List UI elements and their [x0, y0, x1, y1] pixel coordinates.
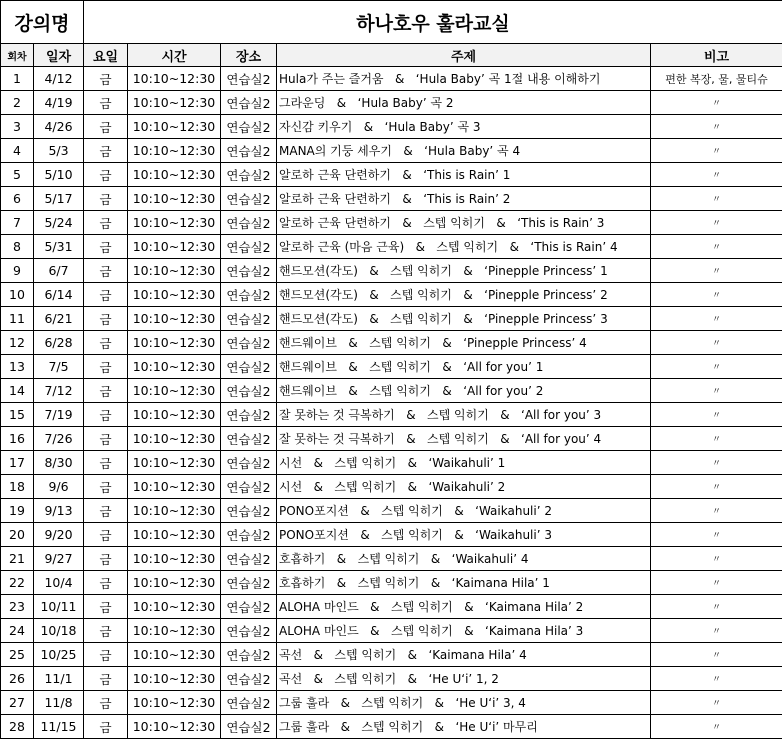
cell-time: 10:10~12:30: [128, 187, 221, 211]
table-row: [1, 91, 782, 115]
table-row: [1, 499, 782, 523]
header-day: 요일: [84, 44, 128, 67]
cell-date: 4/26: [34, 115, 84, 139]
cell-place: 연습실2: [221, 331, 277, 355]
cell-note: 〃: [651, 331, 782, 355]
cell-date: 4/12: [34, 67, 84, 91]
cell-note: 〃: [651, 667, 782, 691]
cell-no: 18: [1, 475, 34, 499]
table-row: [1, 595, 782, 619]
cell-date: 7/12: [34, 379, 84, 403]
cell-place: 연습실2: [221, 571, 277, 595]
cell-time: 10:10~12:30: [128, 475, 221, 499]
cell-topic: 알로하 근육 (마음 근육) & 스텝 익히기 & ‘This is Rain’ 4: [277, 235, 651, 259]
cell-place: 연습실2: [221, 187, 277, 211]
cell-date: 7/26: [34, 427, 84, 451]
table-row: [1, 379, 782, 403]
cell-topic: 시선 & 스텝 익히기 & ‘Waikahuli’ 2: [277, 475, 651, 499]
table-row: [1, 211, 782, 235]
cell-topic: PONO포지션 & 스텝 익히기 & ‘Waikahuli’ 2: [277, 499, 651, 523]
table-row: [1, 307, 782, 331]
cell-no: 7: [1, 211, 34, 235]
cell-time: 10:10~12:30: [128, 139, 221, 163]
cell-topic: 핸드웨이브 & 스텝 익히기 & ‘All for you’ 1: [277, 355, 651, 379]
cell-no: 23: [1, 595, 34, 619]
cell-day: 금: [84, 499, 128, 523]
cell-day: 금: [84, 211, 128, 235]
cell-topic: MANA의 기둥 세우기 & ‘Hula Baby’ 곡 4: [277, 139, 651, 163]
cell-no: 1: [1, 67, 34, 91]
cell-day: 금: [84, 619, 128, 643]
cell-note: 〃: [651, 427, 782, 451]
cell-time: 10:10~12:30: [128, 715, 221, 739]
cell-day: 금: [84, 163, 128, 187]
cell-place: 연습실2: [221, 547, 277, 571]
cell-note: 〃: [651, 211, 782, 235]
cell-date: 9/13: [34, 499, 84, 523]
header-topic: 주제: [277, 44, 651, 67]
cell-day: 금: [84, 235, 128, 259]
cell-no: 4: [1, 139, 34, 163]
cell-topic: 알로하 근육 단련하기 & ‘This is Rain’ 2: [277, 187, 651, 211]
course-title: 하나호우 훌라교실: [84, 1, 782, 44]
table-row: [1, 619, 782, 643]
cell-no: 10: [1, 283, 34, 307]
cell-note: 〃: [651, 235, 782, 259]
cell-note: 〃: [651, 187, 782, 211]
cell-note: 〃: [651, 475, 782, 499]
header-note: 비고: [651, 44, 782, 67]
table-row: [1, 355, 782, 379]
cell-day: 금: [84, 691, 128, 715]
cell-date: 8/30: [34, 451, 84, 475]
cell-note: 〃: [651, 379, 782, 403]
header-time: 시간: [128, 44, 221, 67]
table-row: [1, 163, 782, 187]
cell-note: 〃: [651, 403, 782, 427]
cell-place: 연습실2: [221, 139, 277, 163]
cell-date: 5/17: [34, 187, 84, 211]
table-row: [1, 547, 782, 571]
cell-note: 〃: [651, 595, 782, 619]
cell-topic: ALOHA 마인드 & 스텝 익히기 & ‘Kaimana Hila’ 3: [277, 619, 651, 643]
cell-topic: 곡선 & 스텝 익히기 & ‘Kaimana Hila’ 4: [277, 643, 651, 667]
table-row: [1, 691, 782, 715]
cell-no: 3: [1, 115, 34, 139]
table-row: [1, 451, 782, 475]
cell-date: 6/28: [34, 331, 84, 355]
cell-day: 금: [84, 667, 128, 691]
cell-note: 〃: [651, 451, 782, 475]
cell-day: 금: [84, 547, 128, 571]
cell-time: 10:10~12:30: [128, 307, 221, 331]
cell-time: 10:10~12:30: [128, 67, 221, 91]
cell-topic: ALOHA 마인드 & 스텝 익히기 & ‘Kaimana Hila’ 2: [277, 595, 651, 619]
header-place: 장소: [221, 44, 277, 67]
cell-note: 〃: [651, 91, 782, 115]
cell-time: 10:10~12:30: [128, 379, 221, 403]
table-row: [1, 235, 782, 259]
table-row: [1, 715, 782, 739]
cell-day: 금: [84, 307, 128, 331]
title-row: [1, 1, 782, 44]
cell-day: 금: [84, 571, 128, 595]
cell-no: 15: [1, 403, 34, 427]
cell-time: 10:10~12:30: [128, 595, 221, 619]
table-row: [1, 403, 782, 427]
cell-date: 10/18: [34, 619, 84, 643]
cell-place: 연습실2: [221, 379, 277, 403]
cell-no: 20: [1, 523, 34, 547]
cell-note: 〃: [651, 691, 782, 715]
table-row: [1, 331, 782, 355]
cell-time: 10:10~12:30: [128, 547, 221, 571]
cell-topic: Hula가 주는 즐거움 & ‘Hula Baby’ 곡 1절 내용 이해하기: [277, 67, 651, 91]
cell-date: 11/8: [34, 691, 84, 715]
cell-topic: 알로하 근육 단련하기 & 스텝 익히기 & ‘This is Rain’ 3: [277, 211, 651, 235]
header-date: 일자: [34, 44, 84, 67]
cell-day: 금: [84, 355, 128, 379]
cell-note: 편한 복장, 물, 물티슈: [651, 67, 782, 91]
cell-time: 10:10~12:30: [128, 235, 221, 259]
cell-date: 10/4: [34, 571, 84, 595]
cell-place: 연습실2: [221, 115, 277, 139]
cell-place: 연습실2: [221, 643, 277, 667]
cell-date: 10/25: [34, 643, 84, 667]
table-row: [1, 427, 782, 451]
cell-note: 〃: [651, 643, 782, 667]
cell-topic: 핸드모션(각도) & 스텝 익히기 & ‘Pinepple Princess’ 2: [277, 283, 651, 307]
cell-topic: 잘 못하는 것 극복하기 & 스텝 익히기 & ‘All for you’ 4: [277, 427, 651, 451]
cell-day: 금: [84, 403, 128, 427]
cell-note: 〃: [651, 163, 782, 187]
cell-no: 13: [1, 355, 34, 379]
cell-topic: 그라운딩 & ‘Hula Baby’ 곡 2: [277, 91, 651, 115]
cell-time: 10:10~12:30: [128, 259, 221, 283]
cell-place: 연습실2: [221, 67, 277, 91]
cell-time: 10:10~12:30: [128, 667, 221, 691]
cell-day: 금: [84, 91, 128, 115]
cell-place: 연습실2: [221, 235, 277, 259]
table-row: [1, 115, 782, 139]
cell-no: 12: [1, 331, 34, 355]
cell-no: 14: [1, 379, 34, 403]
table-row: [1, 643, 782, 667]
cell-topic: 핸드모션(각도) & 스텝 익히기 & ‘Pinepple Princess’ 3: [277, 307, 651, 331]
table-row: [1, 571, 782, 595]
cell-place: 연습실2: [221, 163, 277, 187]
cell-day: 금: [84, 331, 128, 355]
cell-topic: 호흡하기 & 스텝 익히기 & ‘Waikahuli’ 4: [277, 547, 651, 571]
cell-time: 10:10~12:30: [128, 115, 221, 139]
table-row: [1, 259, 782, 283]
header-no: 회차: [1, 44, 34, 67]
table-row: [1, 523, 782, 547]
table-row: [1, 139, 782, 163]
cell-topic: PONO포지션 & 스텝 익히기 & ‘Waikahuli’ 3: [277, 523, 651, 547]
cell-time: 10:10~12:30: [128, 427, 221, 451]
cell-date: 7/19: [34, 403, 84, 427]
cell-day: 금: [84, 379, 128, 403]
cell-note: 〃: [651, 715, 782, 739]
cell-no: 5: [1, 163, 34, 187]
cell-date: 9/27: [34, 547, 84, 571]
cell-no: 27: [1, 691, 34, 715]
cell-day: 금: [84, 715, 128, 739]
cell-place: 연습실2: [221, 475, 277, 499]
cell-place: 연습실2: [221, 691, 277, 715]
cell-note: 〃: [651, 307, 782, 331]
cell-no: 11: [1, 307, 34, 331]
cell-time: 10:10~12:30: [128, 331, 221, 355]
cell-place: 연습실2: [221, 427, 277, 451]
cell-date: 5/3: [34, 139, 84, 163]
cell-time: 10:10~12:30: [128, 403, 221, 427]
cell-topic: 그룹 훌라 & 스텝 익히기 & ‘He U‘i’ 마무리: [277, 715, 651, 739]
cell-note: 〃: [651, 571, 782, 595]
table-row: [1, 283, 782, 307]
cell-time: 10:10~12:30: [128, 163, 221, 187]
cell-note: 〃: [651, 283, 782, 307]
cell-date: 6/21: [34, 307, 84, 331]
cell-place: 연습실2: [221, 283, 277, 307]
cell-note: 〃: [651, 547, 782, 571]
cell-topic: 핸드웨이브 & 스텝 익히기 & ‘All for you’ 2: [277, 379, 651, 403]
cell-topic: 핸드웨이브 & 스텝 익히기 & ‘Pinepple Princess’ 4: [277, 331, 651, 355]
cell-day: 금: [84, 475, 128, 499]
cell-time: 10:10~12:30: [128, 91, 221, 115]
cell-place: 연습실2: [221, 523, 277, 547]
cell-place: 연습실2: [221, 355, 277, 379]
cell-date: 11/15: [34, 715, 84, 739]
cell-place: 연습실2: [221, 91, 277, 115]
cell-day: 금: [84, 595, 128, 619]
cell-place: 연습실2: [221, 619, 277, 643]
table-row: [1, 187, 782, 211]
cell-day: 금: [84, 451, 128, 475]
cell-place: 연습실2: [221, 451, 277, 475]
cell-date: 4/19: [34, 91, 84, 115]
cell-topic: 핸드모션(각도) & 스텝 익히기 & ‘Pinepple Princess’ 1: [277, 259, 651, 283]
cell-date: 6/14: [34, 283, 84, 307]
cell-note: 〃: [651, 619, 782, 643]
cell-no: 26: [1, 667, 34, 691]
cell-topic: 호흡하기 & 스텝 익히기 & ‘Kaimana Hila’ 1: [277, 571, 651, 595]
cell-no: 24: [1, 619, 34, 643]
cell-place: 연습실2: [221, 499, 277, 523]
cell-date: 6/7: [34, 259, 84, 283]
cell-no: 25: [1, 643, 34, 667]
cell-no: 9: [1, 259, 34, 283]
cell-topic: 그룹 훌라 & 스텝 익히기 & ‘He U‘i’ 3, 4: [277, 691, 651, 715]
cell-date: 9/6: [34, 475, 84, 499]
cell-day: 금: [84, 259, 128, 283]
header-row: [1, 44, 782, 67]
cell-time: 10:10~12:30: [128, 355, 221, 379]
cell-time: 10:10~12:30: [128, 643, 221, 667]
cell-time: 10:10~12:30: [128, 619, 221, 643]
cell-no: 22: [1, 571, 34, 595]
cell-topic: 곡선 & 스텝 익히기 & ‘He U‘i’ 1, 2: [277, 667, 651, 691]
cell-date: 11/1: [34, 667, 84, 691]
cell-day: 금: [84, 643, 128, 667]
cell-time: 10:10~12:30: [128, 691, 221, 715]
cell-no: 28: [1, 715, 34, 739]
cell-day: 금: [84, 523, 128, 547]
cell-note: 〃: [651, 259, 782, 283]
cell-topic: 시선 & 스텝 익히기 & ‘Waikahuli’ 1: [277, 451, 651, 475]
cell-place: 연습실2: [221, 259, 277, 283]
cell-place: 연습실2: [221, 715, 277, 739]
cell-day: 금: [84, 187, 128, 211]
cell-date: 5/31: [34, 235, 84, 259]
cell-time: 10:10~12:30: [128, 523, 221, 547]
cell-no: 21: [1, 547, 34, 571]
cell-day: 금: [84, 283, 128, 307]
cell-time: 10:10~12:30: [128, 499, 221, 523]
cell-topic: 자신감 키우기 & ‘Hula Baby’ 곡 3: [277, 115, 651, 139]
cell-note: 〃: [651, 139, 782, 163]
cell-note: 〃: [651, 115, 782, 139]
cell-no: 6: [1, 187, 34, 211]
table-row: [1, 475, 782, 499]
cell-day: 금: [84, 427, 128, 451]
schedule-body: [1, 1, 782, 739]
cell-place: 연습실2: [221, 307, 277, 331]
cell-time: 10:10~12:30: [128, 211, 221, 235]
cell-place: 연습실2: [221, 211, 277, 235]
cell-day: 금: [84, 115, 128, 139]
cell-place: 연습실2: [221, 667, 277, 691]
cell-time: 10:10~12:30: [128, 283, 221, 307]
cell-date: 10/11: [34, 595, 84, 619]
cell-time: 10:10~12:30: [128, 571, 221, 595]
cell-note: 〃: [651, 523, 782, 547]
cell-date: 9/20: [34, 523, 84, 547]
cell-place: 연습실2: [221, 403, 277, 427]
cell-day: 금: [84, 67, 128, 91]
cell-no: 16: [1, 427, 34, 451]
cell-time: 10:10~12:30: [128, 451, 221, 475]
cell-place: 연습실2: [221, 595, 277, 619]
cell-note: 〃: [651, 355, 782, 379]
table-row: [1, 667, 782, 691]
cell-no: 2: [1, 91, 34, 115]
cell-date: 7/5: [34, 355, 84, 379]
cell-no: 8: [1, 235, 34, 259]
table-row: [1, 67, 782, 91]
cell-no: 17: [1, 451, 34, 475]
cell-date: 5/10: [34, 163, 84, 187]
cell-day: 금: [84, 139, 128, 163]
cell-no: 19: [1, 499, 34, 523]
course-name-label: 강의명: [1, 1, 84, 44]
cell-topic: 잘 못하는 것 극복하기 & 스텝 익히기 & ‘All for you’ 3: [277, 403, 651, 427]
cell-topic: 알로하 근육 단련하기 & ‘This is Rain’ 1: [277, 163, 651, 187]
cell-note: 〃: [651, 499, 782, 523]
cell-date: 5/24: [34, 211, 84, 235]
